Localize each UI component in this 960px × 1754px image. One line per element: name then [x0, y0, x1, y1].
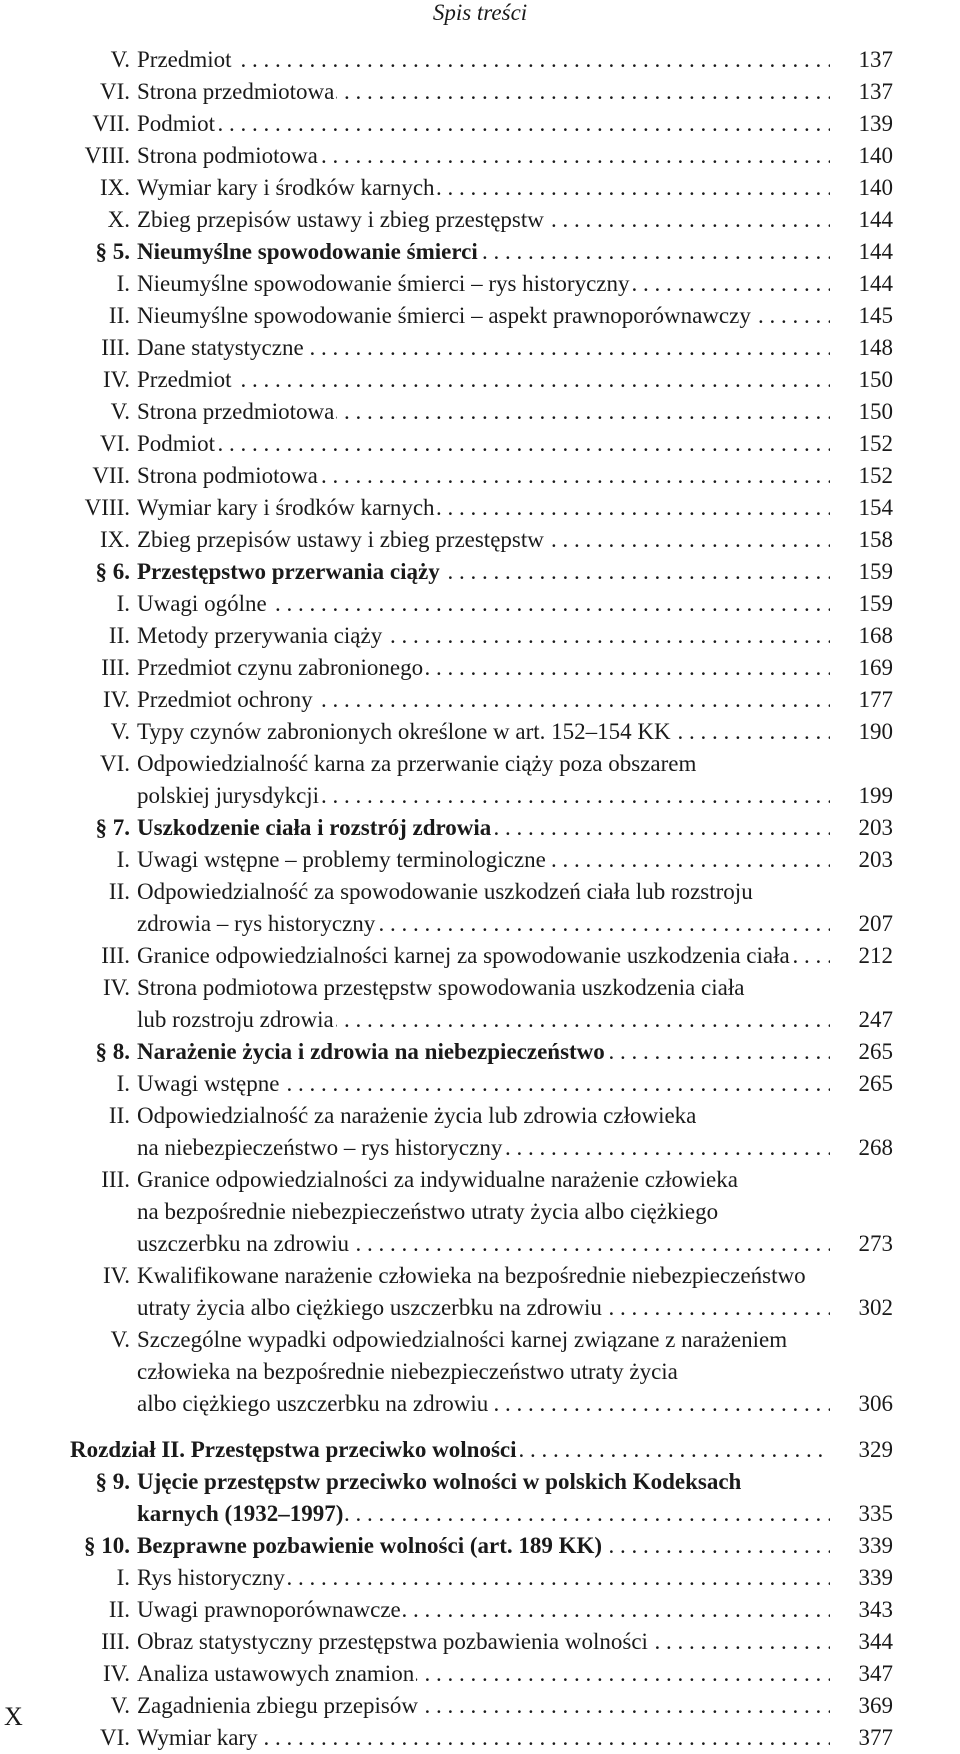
toc-entry-title	[137, 492, 830, 524]
toc-entry-text: Nieumyślne spowodowanie śmierci – aspekt prawnoporównawczy	[137, 303, 751, 328]
toc-page-number: 139	[858, 111, 893, 136]
toc-entry-title-last-line	[137, 524, 830, 556]
toc-entry-title	[137, 1324, 830, 1420]
toc-entry-title-line	[137, 1260, 830, 1292]
toc-entry-number: VIII.	[84, 495, 130, 520]
toc-entry-title	[137, 748, 830, 812]
toc-section-entry[interactable]	[0, 556, 960, 588]
toc-entry-title-last-line	[137, 716, 830, 748]
toc-entry-title	[137, 1466, 830, 1530]
toc-entry[interactable]	[0, 844, 960, 876]
toc-entry-title	[137, 716, 830, 748]
toc-entry-title-last-line	[137, 268, 830, 300]
toc-entry-number: § 7.	[95, 815, 130, 840]
toc-entry-title-last-line	[137, 844, 830, 876]
toc-entry-text: Szczególne wypadki odpowiedzialności karnej związane z narażeniem	[137, 1327, 788, 1352]
toc-entry-number: III.	[101, 655, 130, 680]
toc-entry[interactable]	[0, 1594, 960, 1626]
toc-entry-title-last-line	[137, 460, 830, 492]
toc-entry-text: Uwagi wstępne – problemy terminologiczne	[137, 847, 546, 872]
toc-entry-title	[137, 76, 830, 108]
toc-page-number: 302	[858, 1295, 893, 1320]
toc-entry-number: VI.	[99, 79, 130, 104]
toc-entry-title-last-line	[70, 1434, 830, 1466]
toc-entry-title	[137, 396, 830, 428]
toc-page-number: 207	[858, 911, 893, 936]
toc-entry-title-last-line	[137, 1626, 830, 1658]
toc-entry-title-last-line	[137, 428, 830, 460]
toc-entry-text: Zbieg przepisów ustawy i zbieg przestępstw	[137, 207, 544, 232]
toc-entry-title	[137, 972, 830, 1036]
toc-page-number: 158	[858, 527, 893, 552]
toc-entry-text: Uszkodzenie ciała i rozstrój zdrowia	[137, 815, 492, 840]
toc-page-number: 343	[858, 1597, 893, 1622]
toc-entry[interactable]	[0, 1722, 960, 1754]
toc-page-number: 140	[858, 143, 893, 168]
toc-entry[interactable]	[0, 940, 960, 972]
toc-entry-title	[70, 1434, 830, 1466]
toc-entry[interactable]	[0, 588, 960, 620]
toc-page-number: 190	[858, 719, 893, 744]
toc-entry-text: Wymiar kary i środków karnych	[137, 495, 435, 520]
toc-page-number: 137	[858, 47, 893, 72]
toc-page-number: 347	[858, 1661, 893, 1686]
toc-entry-text: Uwagi wstępne	[137, 1071, 280, 1096]
toc-entry-title	[137, 652, 830, 684]
toc-entry[interactable]	[0, 428, 960, 460]
toc-entry[interactable]	[0, 1164, 960, 1260]
toc-entry-title-last-line	[137, 396, 830, 428]
toc-entry-title	[137, 172, 830, 204]
toc-page-number: 199	[858, 783, 893, 808]
toc-page-number: 344	[858, 1629, 893, 1654]
toc-entry-number: V.	[110, 719, 130, 744]
toc-entry-title	[137, 812, 830, 844]
toc-entry[interactable]	[0, 1324, 960, 1420]
toc-entry-text: Strona podmiotowa	[137, 463, 318, 488]
toc-entry-title-last-line	[137, 44, 830, 76]
toc-entry-title-last-line	[137, 1292, 830, 1324]
toc-entry-text: na niebezpieczeństwo – rys historyczny	[137, 1135, 503, 1160]
toc-entry-number: II.	[108, 1597, 130, 1622]
toc-entry-title	[137, 1260, 830, 1324]
toc-page-number: 203	[858, 815, 893, 840]
toc-entry[interactable]	[0, 204, 960, 236]
toc-entry-number: IV.	[102, 367, 130, 392]
toc-entry-title-last-line	[137, 1068, 830, 1100]
toc-entry-number: III.	[101, 335, 130, 360]
toc-entry-title-last-line	[137, 300, 830, 332]
toc-entry[interactable]	[0, 684, 960, 716]
toc-page-number: 140	[858, 175, 893, 200]
toc-entry-number: VIII.	[84, 143, 130, 168]
toc-entry-text: Nieumyślne spowodowanie śmierci	[137, 239, 478, 264]
toc-entry-number: X.	[107, 207, 130, 232]
toc-entry-text: polskiej jurysdykcji	[137, 783, 320, 808]
toc-entry-title	[137, 940, 830, 972]
table-of-contents	[0, 44, 960, 1754]
toc-entry-number: III.	[101, 943, 130, 968]
toc-entry-title-last-line	[137, 620, 830, 652]
toc-entry-title	[137, 1658, 830, 1690]
toc-page-number: 177	[858, 687, 893, 712]
toc-page-number: 137	[858, 79, 893, 104]
toc-entry-title-last-line	[137, 1036, 830, 1068]
toc-entry-text: Przedmiot ochrony	[137, 687, 313, 712]
toc-entry[interactable]	[0, 172, 960, 204]
toc-entry-title	[137, 1562, 830, 1594]
toc-entry-text: Podmiot	[137, 431, 215, 456]
toc-entry-text: Zagadnienia zbiegu przepisów	[137, 1693, 418, 1718]
toc-entry-number: III.	[101, 1167, 130, 1192]
running-title: Spis treści	[432, 0, 528, 25]
toc-entry-title	[137, 364, 830, 396]
toc-entry-text: Metody przerywania ciąży	[137, 623, 383, 648]
toc-entry-title	[137, 108, 830, 140]
toc-entry[interactable]	[0, 876, 960, 940]
chapter-spacer	[0, 1420, 960, 1434]
toc-entry[interactable]	[0, 1626, 960, 1658]
toc-section-entry[interactable]	[0, 812, 960, 844]
toc-entry-number: V.	[110, 399, 130, 424]
toc-entry-title-last-line	[137, 684, 830, 716]
toc-entry-title-last-line	[137, 1004, 830, 1036]
toc-entry-text: Granice odpowiedzialności za indywidualne narażenie człowieka	[137, 1167, 738, 1192]
toc-entry-title-last-line	[137, 236, 830, 268]
toc-page-number: 329	[858, 1437, 893, 1462]
toc-entry[interactable]	[0, 1068, 960, 1100]
toc-entry-number: I.	[116, 847, 130, 872]
toc-entry[interactable]	[0, 1562, 960, 1594]
toc-entry-text: Rys historyczny	[137, 1565, 285, 1590]
toc-entry-text: uszczerbku na zdrowiu	[137, 1231, 350, 1256]
toc-entry-text: zdrowia – rys historyczny	[137, 911, 376, 936]
toc-entry-text: lub rozstroju zdrowia	[137, 1007, 334, 1032]
toc-page-number: 335	[858, 1501, 893, 1526]
toc-entry-text: Wymiar kary	[137, 1725, 258, 1750]
toc-entry-title	[137, 1164, 830, 1260]
toc-entry-title-line	[137, 972, 830, 1004]
toc-entry-text: Strona przedmiotowa	[137, 399, 335, 424]
toc-entry-title	[137, 844, 830, 876]
toc-entry[interactable]	[0, 460, 960, 492]
toc-entry[interactable]	[0, 300, 960, 332]
toc-entry-title-last-line	[137, 1530, 830, 1562]
toc-entry-number: II.	[108, 623, 130, 648]
toc-chapter-entry[interactable]	[0, 1434, 960, 1466]
toc-entry-text: Rozdział II. Przestępstwa przeciwko wolności	[70, 1437, 517, 1462]
running-header	[0, 0, 960, 30]
toc-page-number: 268	[858, 1135, 893, 1160]
page-folio: X	[4, 1702, 23, 1731]
toc-entry-title	[137, 204, 830, 236]
toc-entry-text: Strona przedmiotowa	[137, 79, 335, 104]
toc-entry[interactable]	[0, 716, 960, 748]
toc-entry-title	[137, 588, 830, 620]
toc-page-number: 306	[858, 1391, 893, 1416]
toc-entry-title	[137, 1100, 830, 1164]
toc-entry-number: I.	[116, 591, 130, 616]
toc-entry[interactable]	[0, 1100, 960, 1164]
toc-entry-title	[137, 300, 830, 332]
toc-entry-title-line	[137, 1100, 830, 1132]
toc-section-entry[interactable]	[0, 236, 960, 268]
toc-entry-title	[137, 1722, 830, 1754]
toc-entry-title	[137, 556, 830, 588]
toc-entry-number: VII.	[92, 111, 130, 136]
toc-entry-text: Przedmiot czynu zabronionego	[137, 655, 424, 680]
toc-page-number: 273	[858, 1231, 893, 1256]
toc-entry-title-line	[137, 1324, 830, 1356]
toc-entry-title-last-line	[137, 812, 830, 844]
toc-entry-number: IX.	[99, 175, 130, 200]
toc-entry-title-last-line	[137, 364, 830, 396]
toc-page-number: 247	[858, 1007, 893, 1032]
toc-entry-text: Strona podmiotowa	[137, 143, 318, 168]
toc-entry[interactable]	[0, 332, 960, 364]
toc-entry-number: II.	[108, 1103, 130, 1128]
toc-entry-text: Podmiot	[137, 111, 215, 136]
toc-entry[interactable]	[0, 972, 960, 1036]
toc-entry-number: V.	[110, 47, 130, 72]
toc-entry[interactable]	[0, 1260, 960, 1324]
toc-entry-title-last-line	[137, 1658, 830, 1690]
toc-entry-number: § 6.	[95, 559, 130, 584]
toc-entry-title-last-line	[137, 1228, 830, 1260]
toc-entry-number: § 10.	[84, 1533, 130, 1558]
toc-entry-number: VI.	[99, 1725, 130, 1750]
toc-entry[interactable]	[0, 1690, 960, 1722]
toc-entry[interactable]	[0, 364, 960, 396]
toc-entry-text: Nieumyślne spowodowanie śmierci – rys historyczny	[137, 271, 630, 296]
toc-page-number: 377	[858, 1725, 893, 1750]
toc-entry-number: § 9.	[95, 1469, 130, 1494]
toc-entry-title-last-line	[137, 652, 830, 684]
toc-entry-number: VI.	[99, 431, 130, 456]
toc-page-number: 150	[858, 399, 893, 424]
toc-section-entry[interactable]	[0, 1466, 960, 1530]
toc-entry-title-last-line	[137, 1498, 830, 1530]
toc-entry-title-last-line	[137, 140, 830, 172]
toc-entry-number: VII.	[92, 463, 130, 488]
toc-entry[interactable]	[0, 140, 960, 172]
toc-entry-title-last-line	[137, 76, 830, 108]
toc-page-number: 152	[858, 463, 893, 488]
toc-page-number: 212	[858, 943, 893, 968]
toc-page-number: 144	[858, 239, 893, 264]
toc-entry-text: Ujęcie przestępstw przeciwko wolności w polskich Kodeksach	[137, 1469, 742, 1494]
toc-entry-number: IV.	[102, 687, 130, 712]
toc-entry-title	[137, 1690, 830, 1722]
toc-entry-title	[137, 620, 830, 652]
toc-page-number: 265	[858, 1039, 893, 1064]
toc-entry-title-last-line	[137, 1594, 830, 1626]
toc-entry-title-line	[137, 876, 830, 908]
toc-entry-number: I.	[116, 1565, 130, 1590]
toc-entry-text: Uwagi prawnoporównawcze	[137, 1597, 401, 1622]
toc-page-number: 265	[858, 1071, 893, 1096]
toc-entry-title	[137, 1068, 830, 1100]
toc-entry-number: I.	[116, 1071, 130, 1096]
toc-entry[interactable]	[0, 396, 960, 428]
toc-entry-title	[137, 1036, 830, 1068]
toc-entry-number: V.	[110, 1327, 130, 1352]
toc-section-entry[interactable]	[0, 1530, 960, 1562]
toc-entry-title	[137, 684, 830, 716]
toc-entry-number: II.	[108, 303, 130, 328]
toc-entry-text: człowieka na bezpośrednie niebezpieczeństwo utraty życia	[137, 1359, 678, 1384]
toc-entry-text: Odpowiedzialność za spowodowanie uszkodzeń ciała lub rozstroju	[137, 879, 753, 904]
toc-entry[interactable]	[0, 620, 960, 652]
toc-entry-text: Dane statystyczne	[137, 335, 304, 360]
toc-entry-number: VI.	[99, 751, 130, 776]
toc-entry-number: § 8.	[95, 1039, 130, 1064]
toc-entry-title-line	[137, 1356, 830, 1388]
toc-entry-text: Odpowiedzialność za narażenie życia lub zdrowia człowieka	[137, 1103, 697, 1128]
toc-entry-text: albo ciężkiego uszczerbku na zdrowiu	[137, 1391, 489, 1416]
toc-entry[interactable]	[0, 1658, 960, 1690]
toc-entry-title-line	[137, 748, 830, 780]
toc-page-number: 159	[858, 559, 893, 584]
toc-page-number: 154	[858, 495, 893, 520]
toc-entry-title-last-line	[137, 172, 830, 204]
toc-entry-title	[137, 524, 830, 556]
toc-entry-title	[137, 428, 830, 460]
toc-entry-title	[137, 1530, 830, 1562]
toc-entry-title	[137, 268, 830, 300]
toc-page-number: 169	[858, 655, 893, 680]
toc-entry-title-last-line	[137, 1722, 830, 1754]
toc-entry-title-line	[137, 1196, 830, 1228]
toc-section-entry[interactable]	[0, 1036, 960, 1068]
toc-entry-text: Uwagi ogólne	[137, 591, 267, 616]
toc-entry-title	[137, 1626, 830, 1658]
toc-entry-number: § 5.	[95, 239, 130, 264]
toc-page-number: 159	[858, 591, 893, 616]
toc-entry-number: I.	[116, 271, 130, 296]
toc-entry-number: III.	[101, 1629, 130, 1654]
toc-entry-text: Zbieg przepisów ustawy i zbieg przestępstw	[137, 527, 544, 552]
toc-entry-title-last-line	[137, 332, 830, 364]
toc-page-number: 339	[858, 1533, 893, 1558]
toc-entry-title-last-line	[137, 556, 830, 588]
toc-entry-text: Granice odpowiedzialności karnej za spowodowanie uszkodzenia ciała	[137, 943, 790, 968]
toc-entry[interactable]	[0, 44, 960, 76]
toc-entry-title-last-line	[137, 1690, 830, 1722]
toc-entry-number: IV.	[102, 1263, 130, 1288]
toc-page-number: 145	[858, 303, 893, 328]
toc-entry-title-last-line	[137, 1562, 830, 1594]
toc-entry-text: Przedmiot	[137, 367, 232, 392]
toc-entry-title	[137, 236, 830, 268]
toc-entry[interactable]	[0, 652, 960, 684]
toc-entry-text: Obraz statystyczny przestępstwa pozbawienia wolności	[137, 1629, 648, 1654]
toc-entry-text: na bezpośrednie niebezpieczeństwo utraty życia albo ciężkiego	[137, 1199, 719, 1224]
toc-page-number: 369	[858, 1693, 893, 1718]
toc-page-number: 148	[858, 335, 893, 360]
toc-entry-number: II.	[108, 879, 130, 904]
toc-entry-text: Odpowiedzialność karna za przerwanie ciąży poza obszarem	[137, 751, 697, 776]
toc-entry-title-last-line	[137, 908, 830, 940]
toc-entry-title	[137, 1594, 830, 1626]
toc-entry-title-last-line	[137, 204, 830, 236]
toc-entry-text: Przestępstwo przerwania ciąży	[137, 559, 440, 584]
toc-entry-title-last-line	[137, 108, 830, 140]
toc-page-number: 144	[858, 271, 893, 296]
toc-entry-text: Analiza ustawowych znamion	[137, 1661, 415, 1686]
toc-page-number: 152	[858, 431, 893, 456]
toc-page-number: 168	[858, 623, 893, 648]
toc-entry-text: Kwalifikowane narażenie człowieka na bezpośrednie niebezpieczeństwo	[137, 1263, 806, 1288]
toc-page-number: 339	[858, 1565, 893, 1590]
toc-entry-title-line	[137, 1164, 830, 1196]
toc-entry-title	[137, 876, 830, 940]
toc-entry-title	[137, 140, 830, 172]
toc-entry-title-last-line	[137, 780, 830, 812]
toc-entry-title	[137, 44, 830, 76]
toc-entry-text: Bezprawne pozbawienie wolności (art. 189 KK)	[137, 1533, 603, 1558]
toc-entry-text: utraty życia albo ciężkiego uszczerbku na zdrowiu	[137, 1295, 602, 1320]
toc-entry[interactable]	[0, 268, 960, 300]
toc-entry-text: Narażenie życia i zdrowia na niebezpieczeństwo	[137, 1039, 605, 1064]
toc-entry-text: Wymiar kary i środków karnych	[137, 175, 435, 200]
toc-entry-number: IV.	[102, 1661, 130, 1686]
toc-entry-title-last-line	[137, 940, 830, 972]
toc-page-number: 144	[858, 207, 893, 232]
toc-entry-title	[137, 460, 830, 492]
toc-entry[interactable]	[0, 108, 960, 140]
toc-entry-number: V.	[110, 1693, 130, 1718]
toc-entry-text: Przedmiot	[137, 47, 232, 72]
toc-entry[interactable]	[0, 748, 960, 812]
toc-entry-title-last-line	[137, 1132, 830, 1164]
toc-entry[interactable]	[0, 524, 960, 556]
toc-entry-title-line	[137, 1466, 830, 1498]
toc-entry-title	[137, 332, 830, 364]
toc-entry-number: IX.	[99, 527, 130, 552]
toc-entry[interactable]	[0, 492, 960, 524]
toc-entry-title-last-line	[137, 588, 830, 620]
toc-entry[interactable]	[0, 76, 960, 108]
toc-entry-number: IV.	[102, 975, 130, 1000]
toc-entry-title-last-line	[137, 492, 830, 524]
toc-page-number: 150	[858, 367, 893, 392]
toc-entry-text: Typy czynów zabronionych określone w art. 152–154 KK	[137, 719, 671, 744]
toc-entry-text: Strona podmiotowa przestępstw spowodowania uszkodzenia ciała	[137, 975, 745, 1000]
toc-entry-text: karnych (1932–1997)	[137, 1501, 344, 1526]
toc-entry-title-last-line	[137, 1388, 830, 1420]
toc-page-number: 203	[858, 847, 893, 872]
